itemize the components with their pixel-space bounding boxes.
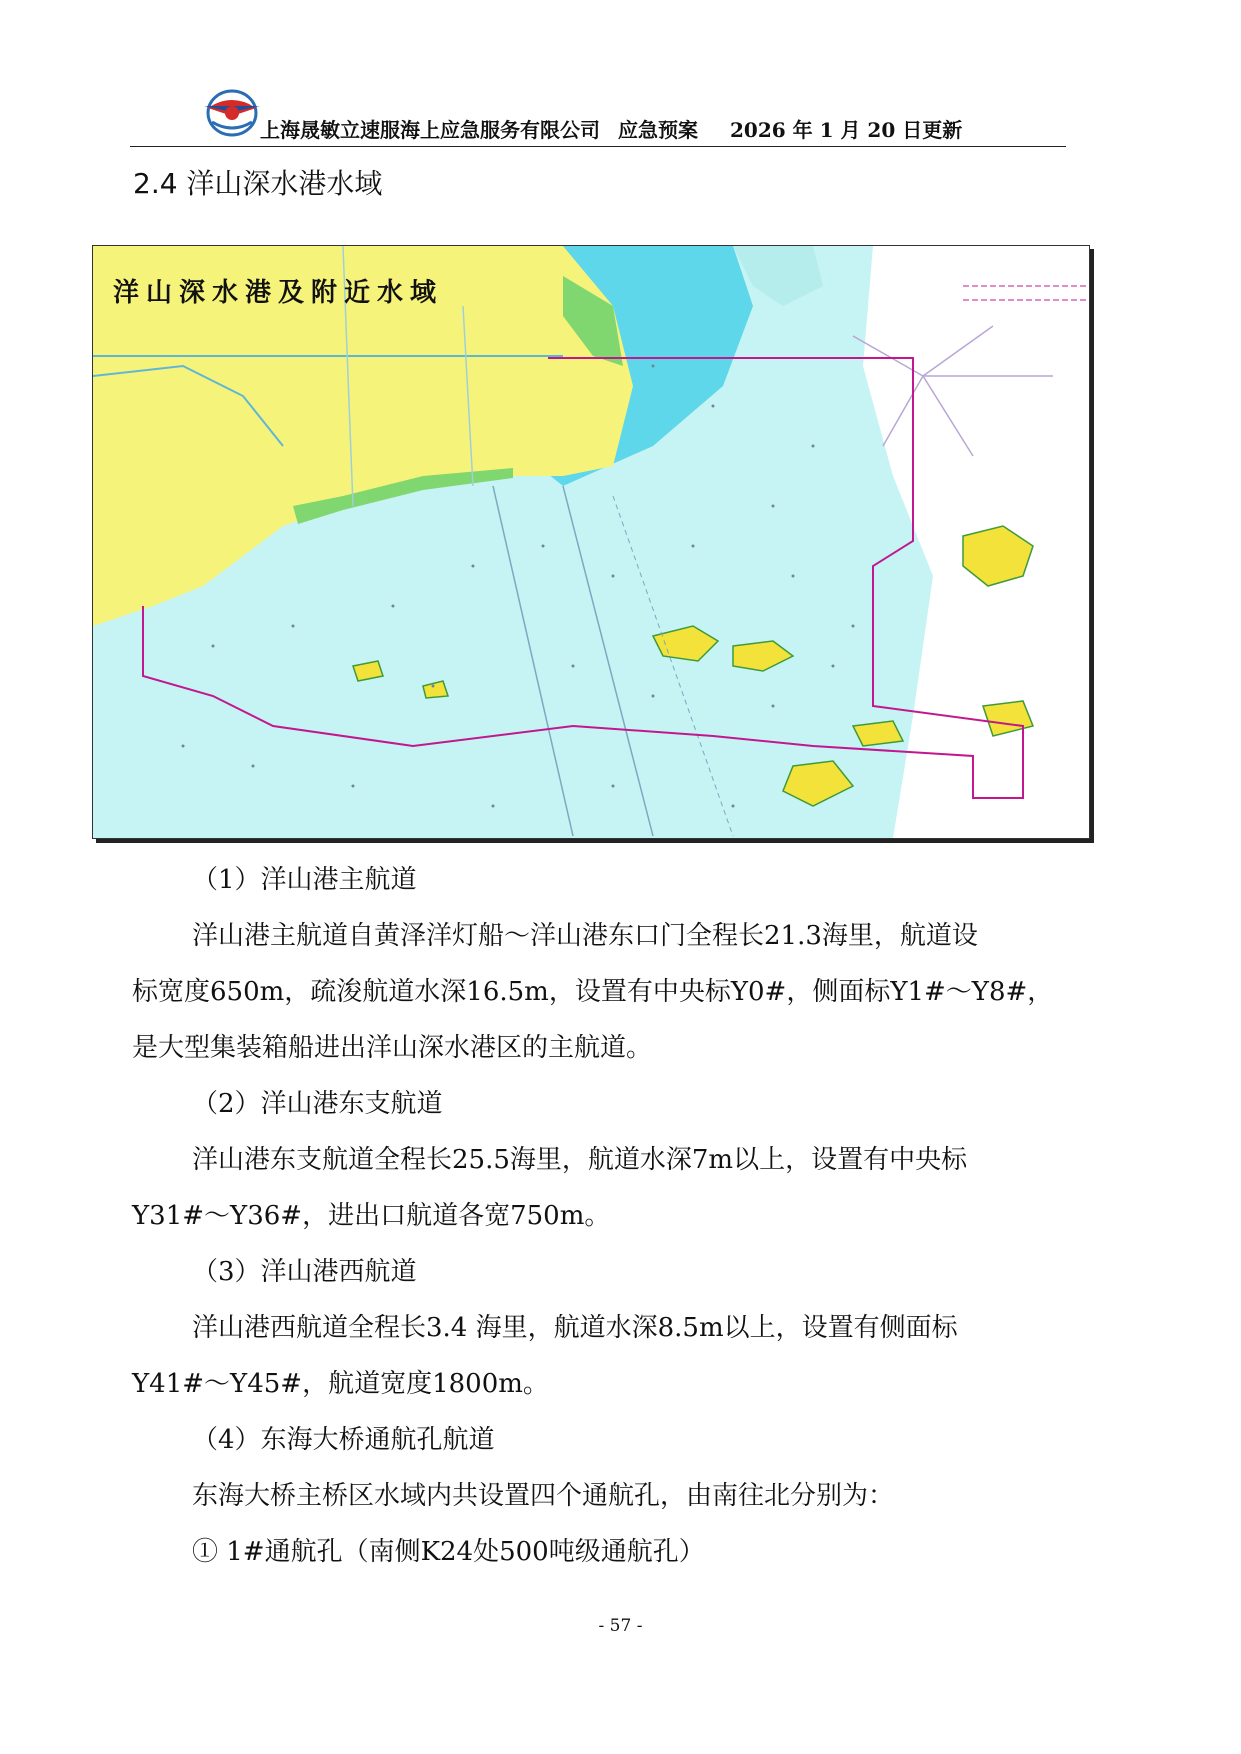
paragraph-line: ① 1#通航孔（南侧K24处500吨级通航孔） xyxy=(192,1537,705,1567)
paragraph-line: （4）东海大桥通航孔航道 xyxy=(192,1425,495,1455)
paragraph-line: 洋山港主航道自黄泽洋灯船～洋山港东口门全程长21.3海里，航道设 xyxy=(192,921,978,951)
paragraph-line: 洋山港东支航道全程长25.5海里，航道水深7m以上，设置有中央标 xyxy=(192,1145,968,1175)
paragraph-line: 东海大桥主桥区水域内共设置四个通航孔，由南往北分别为： xyxy=(192,1481,895,1511)
page-number: - 57 - xyxy=(598,1616,643,1636)
header-doc-type: 应急预案 xyxy=(618,118,698,142)
paragraph-line: （2）洋山港东支航道 xyxy=(192,1089,443,1119)
paragraph xyxy=(132,852,1062,908)
paragraph xyxy=(132,1244,1062,1300)
paragraph xyxy=(132,1412,1062,1468)
paragraph-line: 标宽度650m，疏浚航道水深16.5m，设置有中央标Y0#，侧面标Y1#～Y8#， xyxy=(132,977,1054,1007)
header-company: 上海晟敏立速服海上应急服务有限公司 xyxy=(260,118,600,142)
map-title: 洋山深水港及附近水域 xyxy=(113,278,444,308)
page-header xyxy=(130,86,1066,148)
paragraph xyxy=(132,1132,1062,1244)
paragraph-line: 洋山港西航道全程长3.4 海里，航道水深8.5m以上，设置有侧面标 xyxy=(192,1313,958,1343)
paragraph xyxy=(132,908,1062,1076)
company-logo-icon xyxy=(202,86,262,138)
header-divider xyxy=(130,146,1066,147)
paragraph xyxy=(132,1076,1062,1132)
paragraph-line: （1）洋山港主航道 xyxy=(192,865,417,895)
paragraph xyxy=(132,1524,1062,1580)
paragraph-line: Y41#～Y45#，航道宽度1800m。 xyxy=(132,1369,549,1399)
paragraph xyxy=(132,1468,1062,1524)
section-title: 2.4 洋山深水港水域 xyxy=(133,167,383,200)
header-updated: 2026 年 1 月 20 日更新 xyxy=(730,118,963,142)
paragraph xyxy=(132,1300,1062,1412)
nautical-chart-graphic xyxy=(93,246,1089,838)
paragraph-line: Y31#～Y36#，进出口航道各宽750m。 xyxy=(132,1201,611,1231)
paragraph-line: 是大型集装箱船进出洋山深水港区的主航道。 xyxy=(132,1033,653,1063)
chart-map xyxy=(92,245,1090,839)
paragraph-line: （3）洋山港西航道 xyxy=(192,1257,417,1287)
